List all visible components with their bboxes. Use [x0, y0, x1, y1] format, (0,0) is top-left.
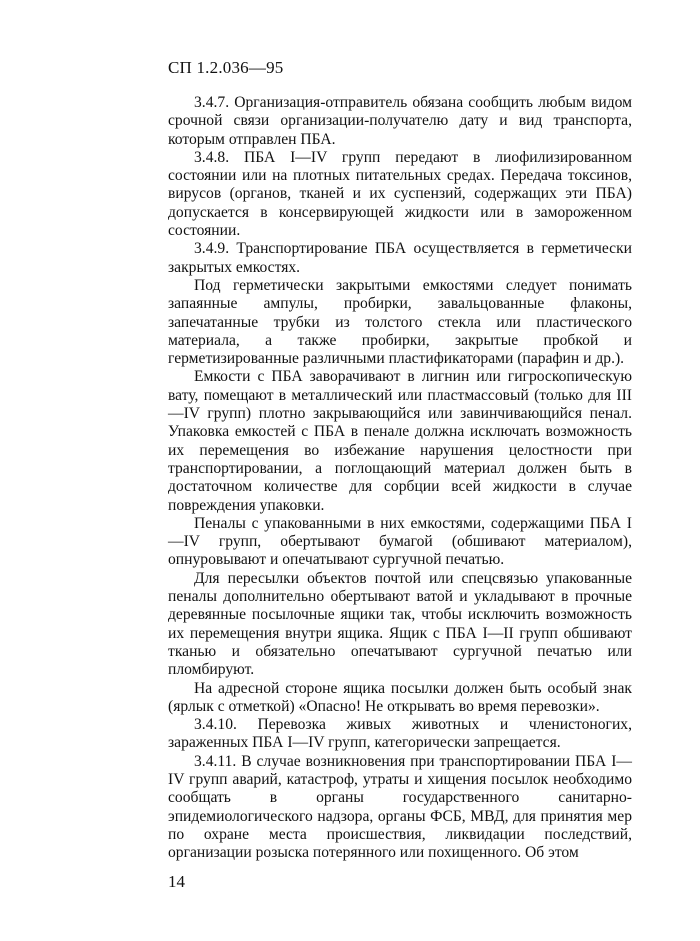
page-number: 14	[168, 872, 185, 891]
paragraph-3-4-10: 3.4.10. Перевозка живых животных и членистоногих, зараженных ПБА I—IV групп, категорически запрещается.	[168, 716, 632, 752]
body-text	[168, 94, 632, 862]
paragraph-case-sealing: Пеналы с упакованными в них емкостями, содержащими ПБА I—IV групп, обертывают бумагой (обшивают материалом), опнуровывают и опечатывают сургучной печатью.	[168, 514, 632, 569]
paragraph-warning-label: На адресной стороне ящика посылки должен быть особый знак (ярлык с отметкой) «Опасно! Не открывать во время перевозки».	[168, 679, 632, 715]
paragraph-3-4-11: 3.4.11. В случае возникновения при транспортировании ПБА I—IV групп аварий, катастроф, утраты и хищения посылок необходимо сообщать в органы государственного санитарно-эпидемиологического надзора, органы ФСБ, МВД, для принятия мер по охране места происшествия, ликвидации последствий, организации розыска потерянного или похищенного. Об этом	[168, 752, 632, 862]
paragraph-postal-shipping: Для пересылки объектов почтой или спецсвязью упакованные пеналы дополнительно обертывают ватой и укладывают в прочные деревянные посылочные ящики так, чтобы исключить возможность их перемещения внутри ящика. Ящик с ПБА I—II групп обшивают тканью и обязательно опечатывают сургучной печатью или пломбируют.	[168, 569, 632, 679]
paragraph-3-4-7: 3.4.7. Организация-отправитель обязана сообщить любым видом срочной связи организации-получателю дату и вид транспорта, которым отправлен ПБА.	[168, 94, 632, 148]
document-code-header: СП 1.2.036—95	[168, 58, 284, 77]
paragraph-3-4-8: 3.4.8. ПБА I—IV групп передают в лиофилизированном состоянии или на плотных питательных средах. Передача токсинов, вирусов (органов, тканей и их суспензий, содержащих эти ПБА) допускается в консервирующей жидкости или в замороженном состоянии.	[168, 148, 632, 240]
paragraph-3-4-9: 3.4.9. Транспортирование ПБА осуществляется в герметически закрытых емкостях.	[168, 240, 632, 276]
paragraph-sealed-containers-definition: Под герметически закрытыми емкостями следует понимать запаянные ампулы, пробирки, завальцованные флаконы, запечатанные трубки из толстого стекла или пластического материала, а также пробирки, закрытые пробкой и герметизированные различными пластификаторами (парафин и др.).	[168, 276, 632, 368]
paragraph-container-wrapping: Емкости с ПБА заворачивают в лигнин или гигроскопическую вату, помещают в металлический или пластмассовый (только для III—IV групп) плотно закрывающийся или завинчивающийся пенал. Упаковка емкостей с ПБА в пенале должна исключать возможность их перемещения во избежание нарушения целостности при транспортировании, а поглощающий материал должен быть в достаточном количестве для сорбции всей жидкости в случае повреждения упаковки.	[168, 368, 632, 514]
